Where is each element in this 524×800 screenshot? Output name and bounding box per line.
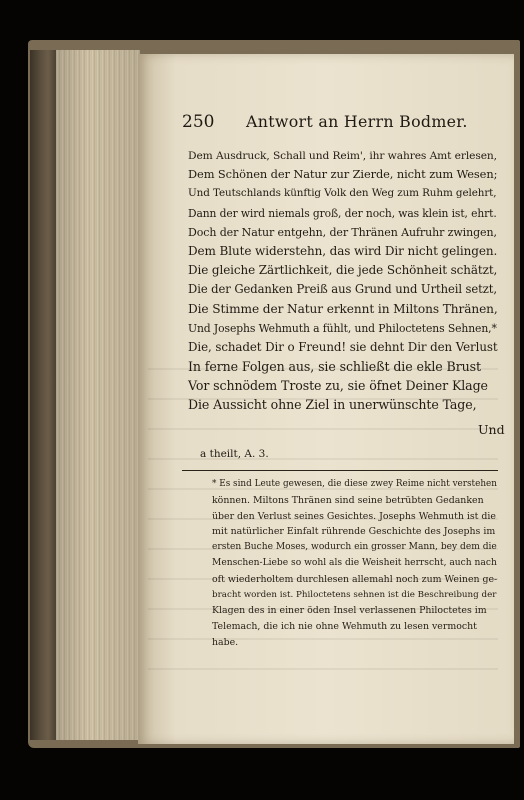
catchword: Und (478, 422, 505, 437)
poem-line: Dem Schönen der Natur zur Zierde, nicht zum Wesen; (188, 167, 498, 182)
footnote-line: mit natürlicher Einfalt rührende Geschichte des Josephs im (212, 526, 496, 538)
footnote-line: über den Verlust seines Gesichtes. Josephs Wehmuth ist die (212, 510, 496, 522)
footnote-variant: a theilt, A. 3. (200, 448, 269, 460)
poem-line: Dem Ausdruck, Schall und Reim', ihr wahres Amt erlesen, (188, 149, 497, 162)
footnote-line: habe. (212, 636, 239, 648)
page-stack-edges (56, 50, 140, 740)
poem-line: Vor schnödem Troste zu, sie öfnet Deiner Klage (188, 378, 488, 394)
page-number: 250 (182, 112, 215, 132)
footnote-line: bracht worden ist. Philoctetens sehnen ist die Beschreibung der (212, 589, 497, 600)
footnote-line: Klagen des in einer öden Insel verlassenen Philoctetes im (212, 605, 487, 617)
footnote-line: können. Miltons Thränen sind seine betrübten Gedanken (212, 494, 484, 506)
poem-line: Die Stimme der Natur erkennt in Miltons Thränen, (188, 301, 498, 316)
book-cover-edge (30, 50, 56, 740)
poem-line: Die, schadet Dir o Freund! sie dehnt Dir den Verlust (188, 339, 498, 354)
poem-line: In ferne Folgen aus, sie schließt die ekle Brust (188, 359, 481, 375)
poem-line: Die gleiche Zärtlichkeit, die jede Schönheit schätzt, (188, 263, 498, 278)
poem-line: Die Aussicht ohne Ziel in unerwünschte Tage, (188, 397, 477, 413)
page-header (182, 112, 472, 138)
footnote-rule (182, 470, 498, 471)
poem-line: Doch der Natur entgehn, der Thränen Aufruhr zwingen, (188, 225, 497, 239)
poem-text (188, 146, 508, 415)
footnote-line: * Es sind Leute gewesen, die diese zwey Reime nicht verstehen (212, 479, 497, 489)
poem-line: Und Josephs Wehmuth a fühlt, und Philoctetens Sehnen,* (188, 321, 497, 335)
running-title: Antwort an Herrn Bodmer. (246, 112, 468, 131)
footnote-line: Telemach, die ich nie ohne Wehmuth zu lesen vermocht (212, 621, 477, 633)
poem-line: Dann der wird niemals groß, der noch, was klein ist, ehrt. (188, 206, 497, 220)
poem-line: Und Teutschlands künftig Volk den Weg zum Ruhm gelehrt, (188, 187, 497, 200)
poem-line: Dem Blute widerstehn, das wird Dir nicht gelingen. (188, 243, 498, 258)
poem-line: Die der Gedanken Preiß aus Grund und Urtheil setzt, (188, 282, 497, 297)
footnote-line: oft wiederholtem durchlesen allemahl noch zum Weinen ge- (212, 573, 498, 585)
footnote-line: Menschen-Liebe so wohl als die Weisheit herrscht, auch nach (212, 557, 497, 568)
footnote-text (212, 477, 504, 651)
footnote-line: ersten Buche Moses, wodurch ein grosser Mann, bey dem die (212, 542, 497, 553)
